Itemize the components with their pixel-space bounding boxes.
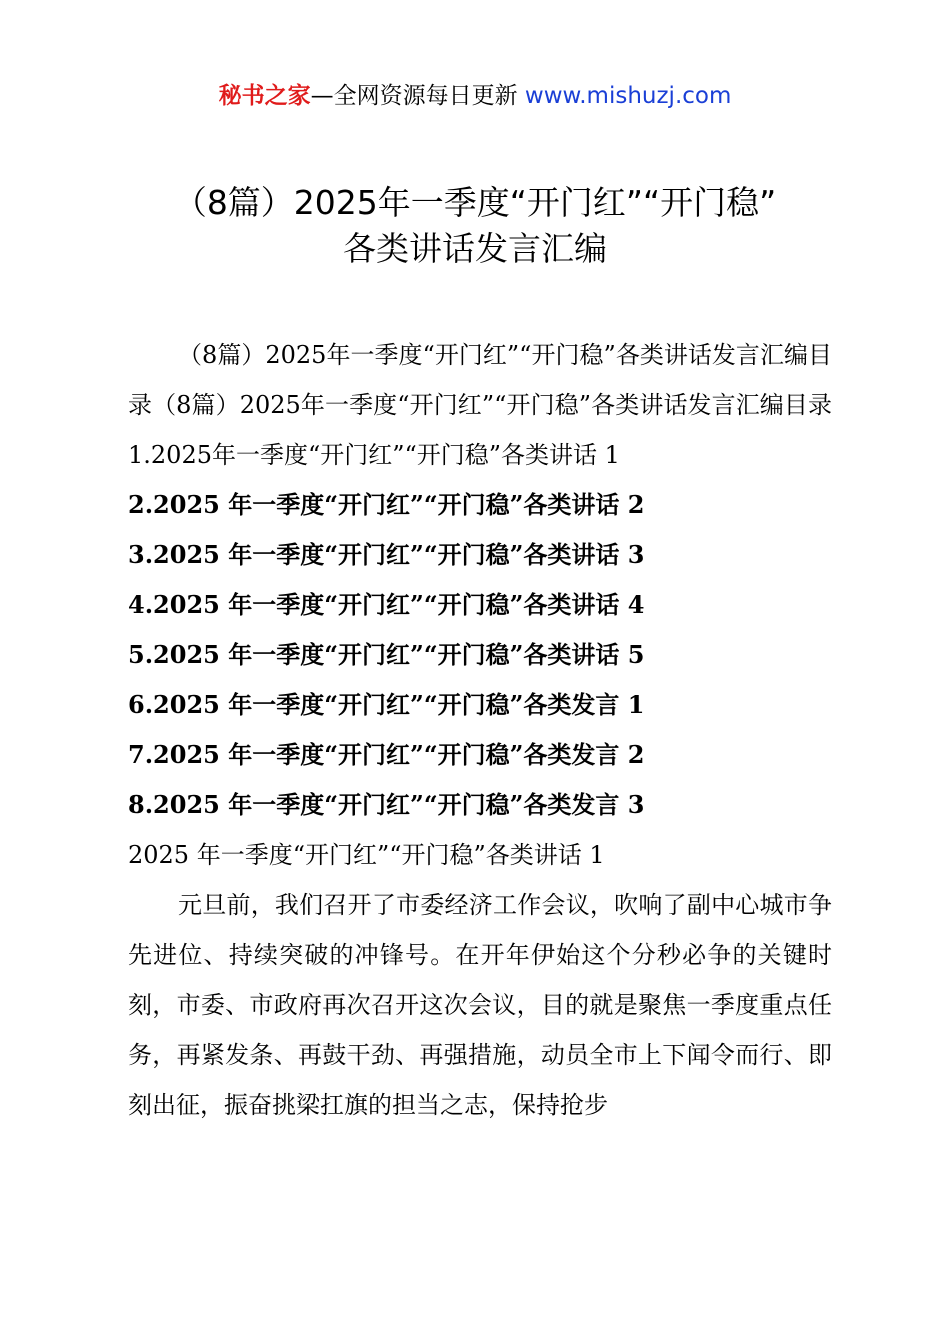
site-url-link[interactable]: www.mishuzj.com <box>524 83 732 109</box>
site-brand: 秘书之家 <box>218 83 311 109</box>
toc-item: 2.2025 年一季度“开门红”“开门稳”各类讲话 2 <box>128 490 645 519</box>
toc-item: 7.2025 年一季度“开门红”“开门稳”各类发言 2 <box>128 740 645 769</box>
document-body <box>128 330 832 1130</box>
toc-item: 5.2025 年一季度“开门红”“开门稳”各类讲话 5 <box>128 640 645 669</box>
site-header <box>0 80 950 112</box>
body-paragraph: 元旦前，我们召开了市委经济工作会议，吹响了副中心城市争先进位、持续突破的冲锋号。在开年伊始这个分秒必争的关键时刻，市委、市政府再次召开这次会议，目的就是聚焦一季度重点任务，再紧发条、再鼓干劲、再强措施，动员全市上下闻令而行、即刻出征，振奋挑梁扛旗的担当之志，保持抢步 <box>128 891 832 1119</box>
document-title <box>100 180 850 272</box>
title-line-1: （8篇）2025年一季度“开门红”“开门稳” <box>173 183 777 222</box>
toc-item: 6.2025 年一季度“开门红”“开门稳”各类发言 1 <box>128 690 645 719</box>
intro-paragraph: （8篇）2025年一季度“开门红”“开门稳”各类讲话发言汇编目录（8篇）2025年一季度“开门红”“开门稳”各类讲话发言汇编目录 1.2025年一季度“开门红”“开门稳”各类讲话 1 <box>128 341 832 469</box>
table-of-contents <box>128 480 832 830</box>
toc-item: 8.2025 年一季度“开门红”“开门稳”各类发言 3 <box>128 790 645 819</box>
title-line-2: 各类讲话发言汇编 <box>343 229 607 268</box>
section-heading: 2025 年一季度“开门红”“开门稳”各类讲话 1 <box>128 841 605 869</box>
site-tagline: —全网资源每日更新 <box>310 83 518 109</box>
toc-item: 3.2025 年一季度“开门红”“开门稳”各类讲话 3 <box>128 540 645 569</box>
toc-item: 4.2025 年一季度“开门红”“开门稳”各类讲话 4 <box>128 590 645 619</box>
